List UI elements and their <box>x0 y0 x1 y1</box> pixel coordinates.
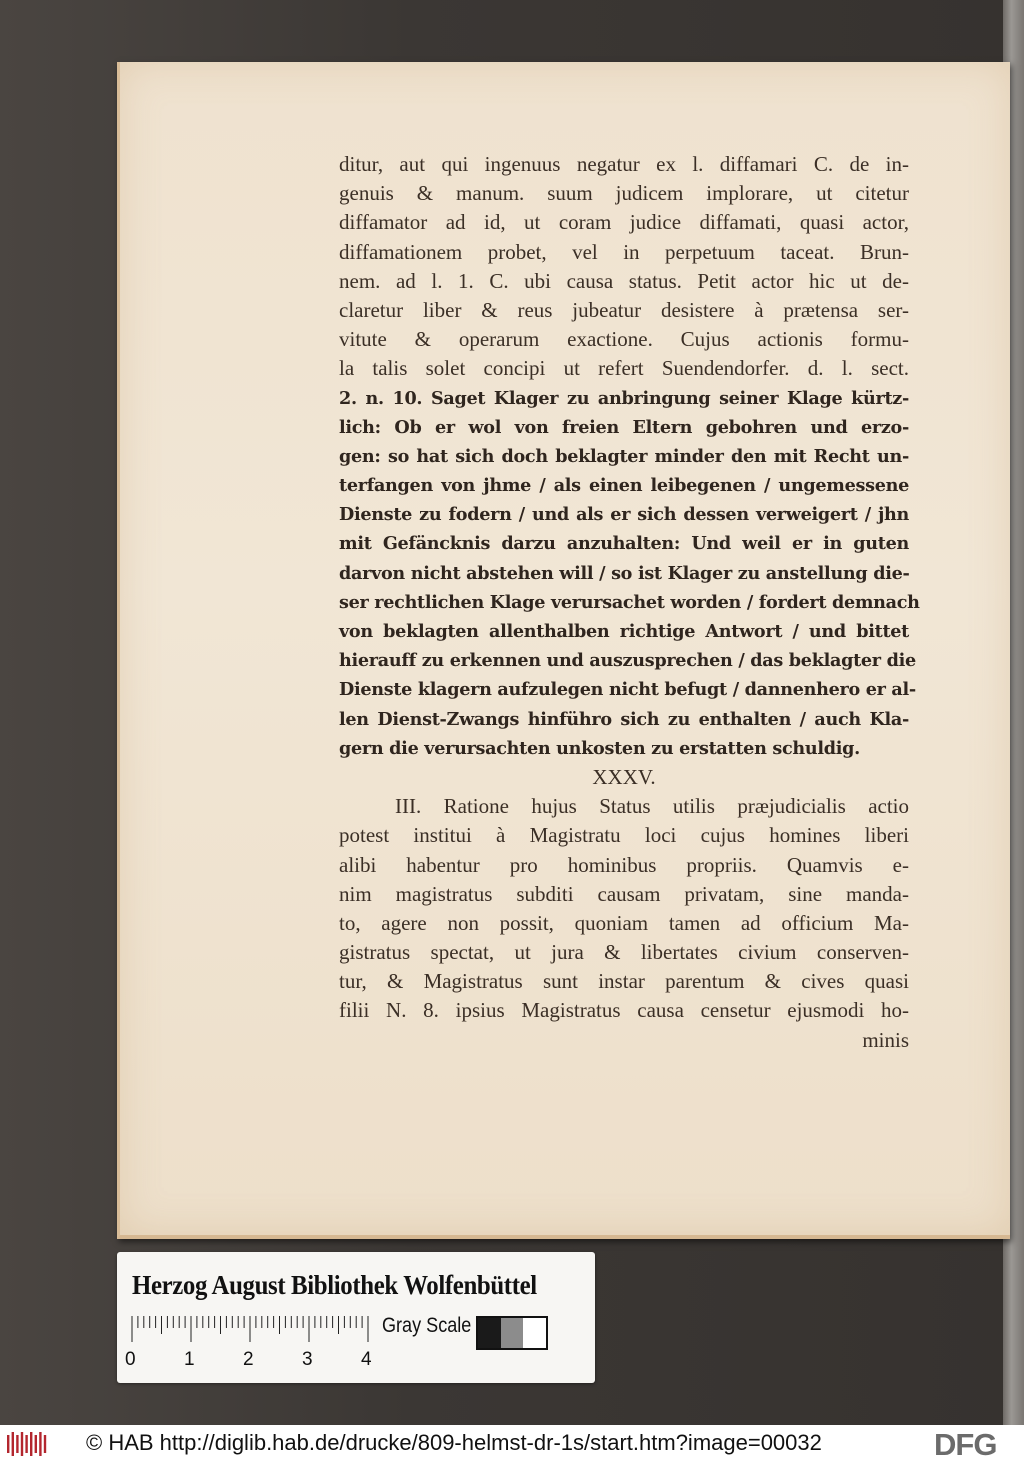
text-line: potest institui à Magistratu loci cujus homines liberi <box>339 823 909 848</box>
catchword: minis <box>862 1027 909 1052</box>
footer-copyright: © HAB http://diglib.hab.de/drucke/809-helmst-dr-1s/start.htm?image=00032 <box>86 1430 822 1455</box>
page-text-block <box>339 150 920 1055</box>
section-heading: XXXV. <box>592 764 656 789</box>
scale-ruler <box>130 1314 378 1342</box>
text-line: lich: Ob er wol von freien Eltern gebohren und erzo- <box>339 416 909 438</box>
text-line: len Dienst-Zwangs hinführo sich zu enthalten / auch Kla- <box>339 708 909 730</box>
text-line: genuis & manum. suum judicem implorare, ut citetur <box>339 181 909 206</box>
footer-bar <box>0 1425 1024 1463</box>
text-line: alibi habentur pro hominibus propriis. Quamvis e- <box>339 852 909 877</box>
gray-swatch-cell <box>478 1318 501 1348</box>
text-line: la talis solet concipi ut refert Suendendorfer. d. l. sect. <box>339 356 909 381</box>
text-line: vitute & operarum exactione. Cujus actionis formu- <box>339 327 909 352</box>
text-line: gern die verursachten unkosten zu erstatten schuldig. <box>339 737 860 759</box>
ruler-number: 3 <box>302 1349 313 1370</box>
text-line: III. Ratione hujus Status utilis præjudicialis actio <box>395 794 909 819</box>
library-name: Herzog August Bibliothek Wolfenbüttel <box>132 1270 537 1300</box>
hab-logo-icon <box>6 1429 48 1459</box>
text-line: hierauff zu erkennen und auszusprechen / das beklagter die <box>339 650 916 672</box>
text-line: claretur liber & reus jubeatur desistere à prætensa ser- <box>339 297 909 322</box>
text-line: mit Gefäncknis darzu anzuhalten: Und weil er in guten <box>339 533 909 555</box>
dfg-logo: DFG <box>934 1427 997 1462</box>
text-line: nem. ad l. 1. C. ubi causa status. Petit actor hic ut de- <box>339 268 909 293</box>
text-line: 2. n. 10. Saget Klager zu anbringung seiner Klage kürtz- <box>339 387 909 409</box>
text-line: diffamationem probet, vel in perpetuum taceat. Brun- <box>339 239 909 264</box>
text-line: Dienste klagern aufzulegen nicht befugt / dannenhero er al- <box>339 679 916 701</box>
gray-scale-swatch <box>476 1316 548 1350</box>
text-line: gistratus spectat, ut jura & libertates civium conserven- <box>339 940 909 965</box>
text-line: von beklagten allenthalben richtige Antwort / und bittet <box>339 621 909 642</box>
text-line: gen: so hat sich doch beklagter minder den mit Recht un- <box>339 445 909 467</box>
text-line: diffamator ad id, ut coram judice diffamati, quasi actor, <box>339 210 909 235</box>
text-line: nim magistratus subditi causam privatam, sine manda- <box>339 881 909 906</box>
text-line: tur, & Magistratus sunt instar parentum & cives quasi <box>339 969 909 994</box>
ruler-numbers <box>125 1349 375 1371</box>
text-line: terfangen von jhme / als einen leibegenen / ungemessene <box>339 475 909 497</box>
library-label-card <box>117 1252 595 1383</box>
text-line: ser rechtlichen Klage verursachet worden / fordert demnach <box>339 591 920 613</box>
text-line: filii N. 8. ipsius Magistratus causa censetur ejusmodi ho- <box>339 998 909 1023</box>
gray-scale-label: Gray Scale <box>382 1314 472 1337</box>
ruler-number: 4 <box>361 1349 372 1370</box>
text-line: ditur, aut qui ingenuus negatur ex l. diffamari C. de in- <box>339 152 909 176</box>
ruler-number: 2 <box>243 1349 254 1370</box>
gray-swatch-cell <box>501 1318 524 1348</box>
ruler-number: 0 <box>125 1349 136 1370</box>
text-line: to, agere non possit, quoniam tamen ad officium Ma- <box>339 910 909 935</box>
text-line: Dienste zu fodern / und als er sich dessen verweigert / jhn <box>339 504 909 526</box>
text-line: darvon nicht abstehen will / so ist Klager zu anstellung die- <box>339 562 910 584</box>
gray-swatch-cell <box>523 1318 546 1348</box>
ruler-number: 1 <box>184 1349 195 1370</box>
